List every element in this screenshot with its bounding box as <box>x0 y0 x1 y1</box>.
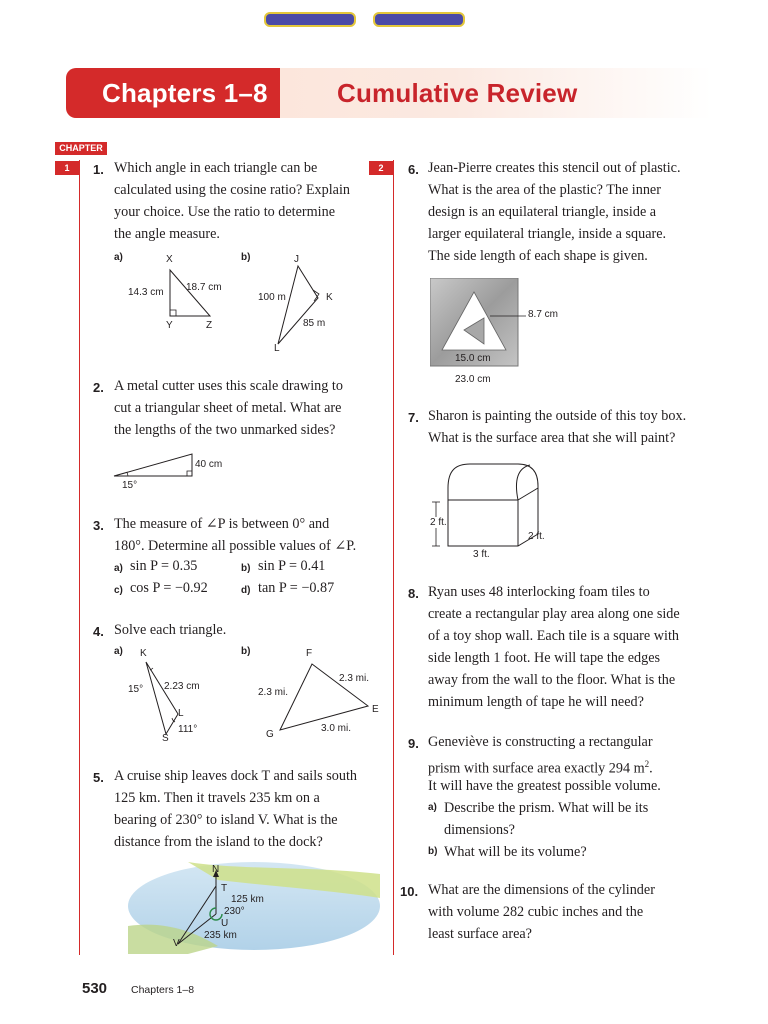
q4a-vertex-l: L <box>178 708 184 719</box>
page-number: 530 <box>82 980 108 997</box>
q6-outer-length: 23.0 cm <box>455 374 491 385</box>
q4a-side: 2.23 cm <box>164 681 200 692</box>
q7-width: 3 ft. <box>473 549 490 560</box>
q3-line-2: 180°. Determine all possible values of ∠P. <box>114 538 357 554</box>
q1b-vertex-k: K <box>326 292 333 303</box>
q5-number: 5. <box>93 770 104 785</box>
q4-line: Solve each triangle. <box>114 622 227 638</box>
q6-middle-length: 15.0 cm <box>455 353 491 364</box>
q3-part-b-label: b) <box>241 563 251 574</box>
q1-line-1: Which angle in each triangle can be <box>114 160 318 176</box>
q9-line-3: It will have the greatest possible volume. <box>428 778 661 794</box>
q1a-vertex-z: Z <box>206 320 213 331</box>
q2-triangle <box>112 452 196 480</box>
q5-map <box>128 862 380 954</box>
q7-depth: 2 ft. <box>528 531 545 542</box>
q2-side-label: 40 cm <box>195 459 223 470</box>
q8-line-6: minimum length of tape he will need? <box>428 694 644 710</box>
q5-line-3: bearing of 230° to island V. What is the <box>114 812 338 828</box>
q6-line-2: What is the area of the plastic? The inner <box>428 182 661 198</box>
q1-number: 1. <box>93 162 104 177</box>
q4a-vertex-k: K <box>140 648 147 659</box>
q3-part-c-label: c) <box>114 585 123 596</box>
q9-line-1: Geneviève is constructing a rectangular <box>428 734 653 750</box>
nav-button-1[interactable] <box>264 12 356 27</box>
q5-point-u: U <box>221 918 229 929</box>
q5-north: N <box>212 864 220 875</box>
chapter-label: CHAPTER <box>55 142 107 155</box>
q4b-vertex-g: G <box>266 729 274 740</box>
q5-island-v: V <box>173 938 180 949</box>
q4b-side-ge: 3.0 mi. <box>321 723 352 734</box>
chapter-tag-2: 2 <box>369 161 393 175</box>
q5-distance-2: 235 km <box>204 930 237 941</box>
q4b-side-fg: 2.3 mi. <box>258 687 289 698</box>
q4a-angle-l: 111° <box>178 724 198 735</box>
q3-part-c: cos P = −0.92 <box>130 580 208 596</box>
q3-part-d-label: d) <box>241 585 251 596</box>
q9-part-b-label: b) <box>428 846 438 857</box>
q1-part-a-label: a) <box>114 252 123 263</box>
q5-line-4: distance from the island to the dock? <box>114 834 323 850</box>
q5-bearing: 230° <box>224 906 245 917</box>
q1-part-b-label: b) <box>241 252 251 263</box>
q3-number: 3. <box>93 518 104 533</box>
q8-number: 8. <box>408 586 419 601</box>
q8-line-4: side length 1 foot. He will tape the edges <box>428 650 661 666</box>
q6-leader-line <box>490 312 530 322</box>
q4a-angle-k: 15° <box>128 684 144 695</box>
q4b-vertex-e: E <box>372 704 379 715</box>
q6-line-5: The side length of each shape is given. <box>428 248 648 264</box>
q8-line-1: Ryan uses 48 interlocking foam tiles to <box>428 584 650 600</box>
q3-part-b: sin P = 0.41 <box>258 558 326 574</box>
q7-line-2: What is the surface area that she will paint? <box>428 430 676 446</box>
q1a-side-left: 14.3 cm <box>128 287 164 298</box>
q6-number: 6. <box>408 162 419 177</box>
section-title: Cumulative Review <box>337 78 578 108</box>
q1b-vertex-l: L <box>274 343 280 354</box>
chapter-title: Chapters 1–8 <box>102 78 268 108</box>
q8-line-5: away from the wall to the floor. What is the <box>428 672 676 688</box>
q1-line-3: your choice. Use the ratio to determine <box>114 204 336 220</box>
chapter-tag-1: 1 <box>55 161 79 175</box>
q2-angle-label: 15° <box>122 480 138 491</box>
q4a-vertex-s: S <box>162 733 169 744</box>
q1b-triangle <box>270 262 330 348</box>
q9-superscript: 2 <box>644 759 650 769</box>
q4-part-a-label: a) <box>114 646 123 657</box>
chapter-rule-1 <box>79 160 80 955</box>
q1-line-2: calculated using the cosine ratio? Explain <box>114 182 350 198</box>
q9-number: 9. <box>408 736 419 751</box>
q1-line-4: the angle measure. <box>114 226 220 242</box>
q10-number: 10. <box>400 884 419 899</box>
q8-line-3: of a toy shop wall. Each tile is a square with <box>428 628 679 644</box>
q1a-triangle <box>165 268 215 328</box>
q5-line-2: 125 km. Then it travels 235 km on a <box>114 790 320 806</box>
q3-part-d: tan P = −0.87 <box>258 580 335 596</box>
q5-distance-1: 125 km <box>231 894 264 905</box>
q4-part-b-label: b) <box>241 646 251 657</box>
q9-part-a-label: a) <box>428 802 437 813</box>
q9-line-2-end: . <box>649 760 653 777</box>
q4b-side-fe: 2.3 mi. <box>339 673 370 684</box>
q6-line-1: Jean-Pierre creates this stencil out of plastic. <box>428 160 681 176</box>
q6-line-3: design is an equilateral triangle, inside a <box>428 204 657 220</box>
q9-part-b: What will be its volume? <box>444 844 587 860</box>
q1b-vertex-j: J <box>294 254 299 265</box>
q6-line-4: larger equilateral triangle, inside a square. <box>428 226 667 242</box>
q2-line-3: the lengths of the two unmarked sides? <box>114 422 336 438</box>
q5-dock-t: T <box>221 883 228 894</box>
q4-number: 4. <box>93 624 104 639</box>
q5-line-1: A cruise ship leaves dock T and sails south <box>114 768 357 784</box>
chapter-rule-2 <box>393 160 394 955</box>
q6-inner-length: 8.7 cm <box>528 309 559 320</box>
q7-line-1: Sharon is painting the outside of this toy box. <box>428 408 687 424</box>
q1a-side-hyp: 18.7 cm <box>186 282 222 293</box>
q7-number: 7. <box>408 410 419 425</box>
q1a-vertex-y: Y <box>166 320 173 331</box>
q2-line-2: cut a triangular sheet of metal. What are <box>114 400 342 416</box>
footer-chapter: Chapters 1–8 <box>131 984 195 996</box>
q10-line-2: with volume 282 cubic inches and the <box>428 904 644 920</box>
q3-line-1: The measure of ∠P is between 0° and <box>114 516 330 532</box>
q10-line-1: What are the dimensions of the cylinder <box>428 882 655 898</box>
q3-part-a: sin P = 0.35 <box>130 558 198 574</box>
nav-button-2[interactable] <box>373 12 465 27</box>
q10-line-3: least surface area? <box>428 926 532 942</box>
q9-part-a-line-2: dimensions? <box>444 822 515 838</box>
q1b-side-right: 85 m <box>303 318 326 329</box>
q7-height: 2 ft. <box>430 517 447 528</box>
q2-line-1: A metal cutter uses this scale drawing to <box>114 378 343 394</box>
q1a-vertex-x: X <box>166 254 173 265</box>
q9-part-a-line-1: Describe the prism. What will be its <box>444 800 649 816</box>
q9-line-2-text: prism with surface area exactly 294 m <box>428 760 645 777</box>
q2-number: 2. <box>93 380 104 395</box>
q4b-vertex-f: F <box>306 648 313 659</box>
q8-line-2: create a rectangular play area along one side <box>428 606 680 622</box>
q3-part-a-label: a) <box>114 563 123 574</box>
q1b-side-left: 100 m <box>258 292 286 303</box>
